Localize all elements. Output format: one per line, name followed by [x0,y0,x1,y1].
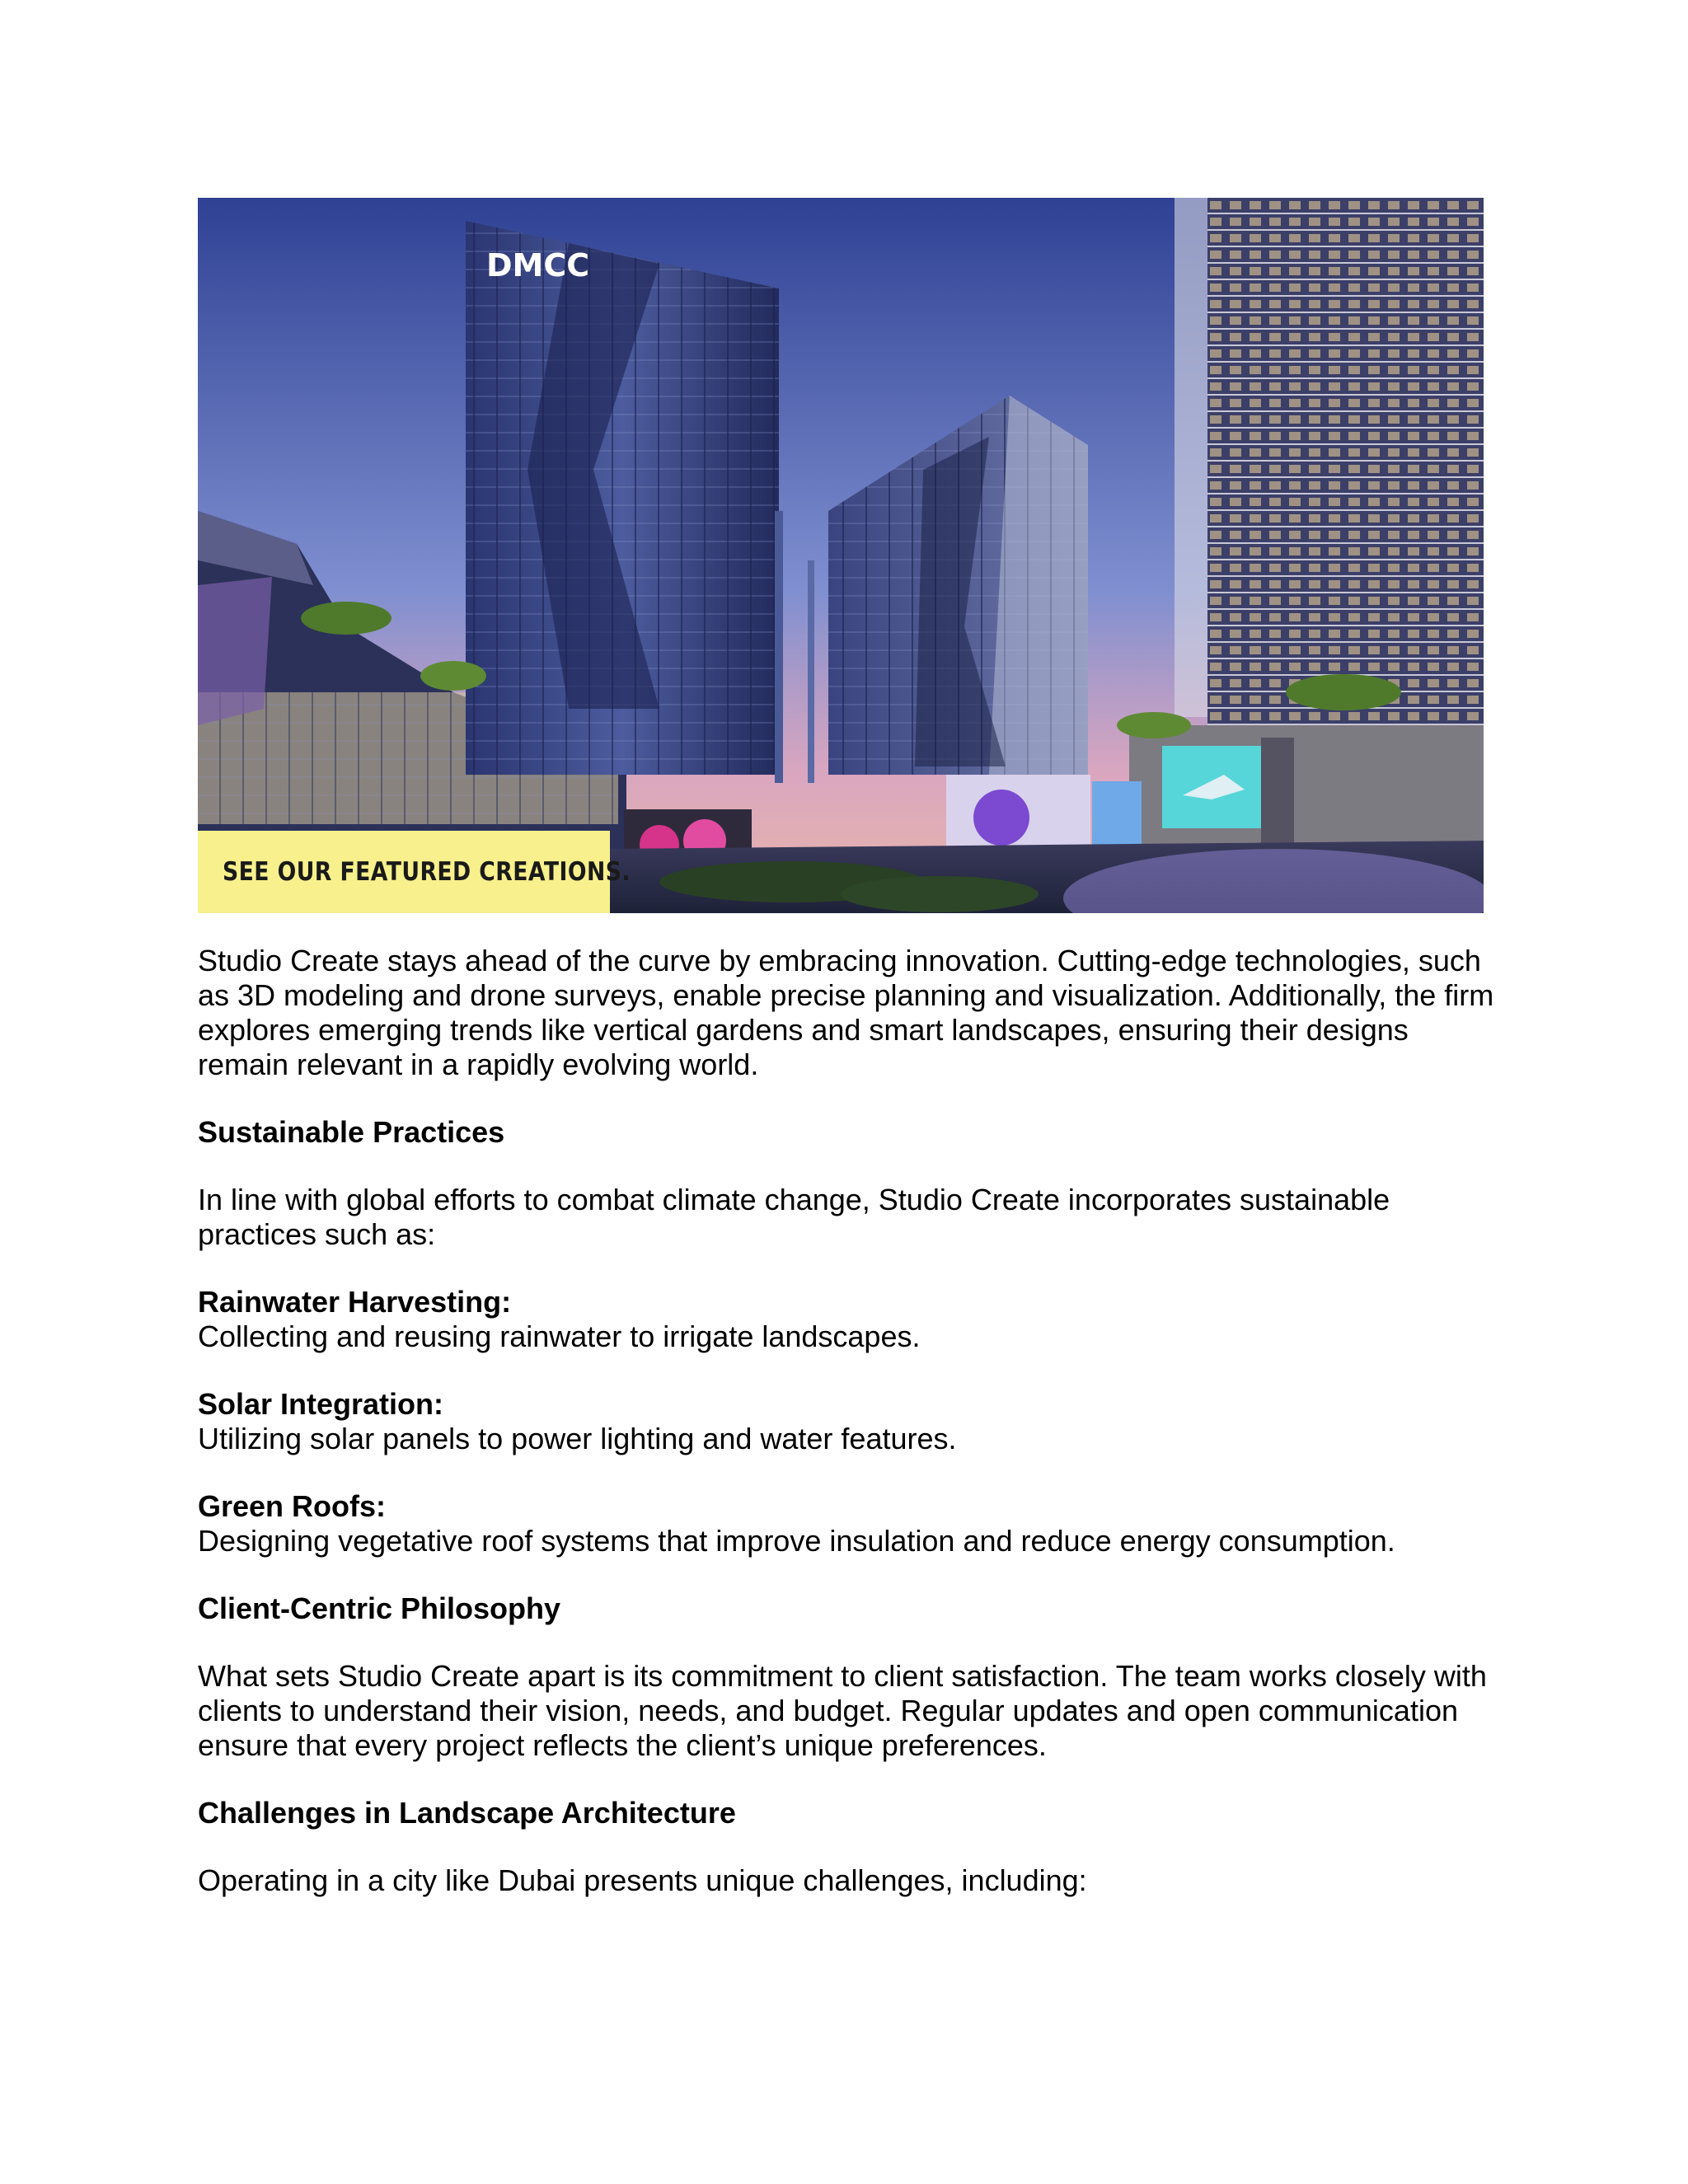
section-heading-challenges: Challenges in Landscape Architecture [198,1796,736,1830]
practice-title: Green Roofs: [198,1489,387,1523]
city-rendering [198,198,1484,913]
practice-title: Solar Integration: [198,1387,444,1421]
tower-logo: DMCC [486,247,590,284]
challenges-paragraph: Operating in a city like Dubai presents unique challenges, including: [198,1863,1087,1897]
intro-paragraph: Studio Create stays ahead of the curve by embracing innovation. Cutting-edge technologies, such as 3D modeling and drone surveys, enable precise planning and visualization. Additionally, the firm explores emerging trends like vertical gardens and smart landscapes, ensuring their designs remain relevant in a rapidly evolving world. [198,944,1494,1081]
hero-image[interactable] [198,198,1484,913]
client-paragraph: What sets Studio Create apart is its commitment to client satisfaction. The team works closely with clients to understand their vision, needs, and budget. Regular updates and open communication ensure that every project reflects the client’s unique preferences. [198,1659,1487,1762]
practice-title: Rainwater Harvesting: [198,1285,512,1319]
section-heading-sustainable: Sustainable Practices [198,1115,505,1149]
banner-label: SEE OUR FEATURED CREATIONS. [223,857,631,887]
practice-text: Designing vegetative roof systems that improve insulation and reduce energy consumption. [198,1524,1395,1558]
practice-text: Utilizing solar panels to power lighting and water features. [198,1422,957,1455]
practice-text: Collecting and reusing rainwater to irrigate landscapes. [198,1319,921,1353]
article-body [198,944,1500,1898]
featured-creations-banner[interactable] [198,831,631,913]
section-heading-client: Client-Centric Philosophy [198,1591,561,1625]
sustainable-intro: In line with global efforts to combat climate change, Studio Create incorporates sustainable practices such as: [198,1183,1390,1251]
